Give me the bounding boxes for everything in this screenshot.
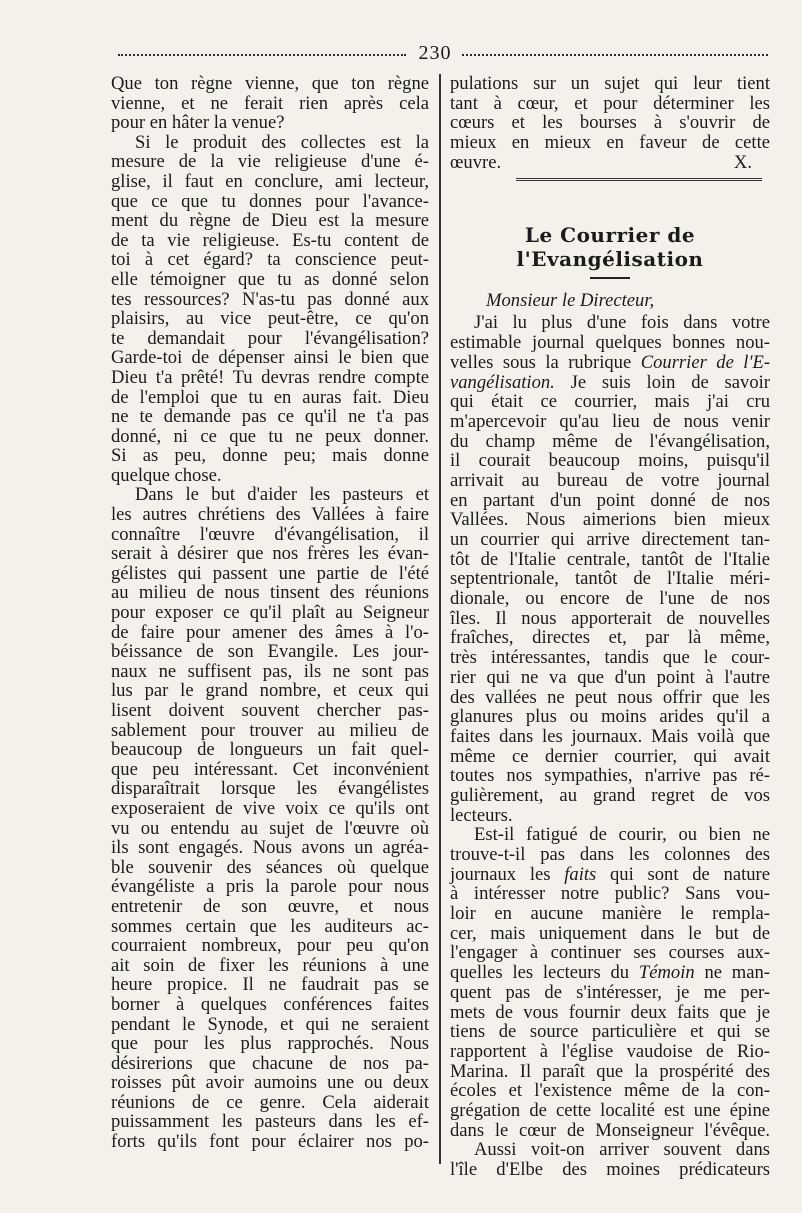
- text-line: [450, 825, 770, 845]
- text-segment: dans le cœur de Monseigneur l'évêque.: [450, 1119, 770, 1141]
- text-line: de ta vie religieuse. Es-tu content de: [111, 229, 429, 251]
- text-segment: gulièrement, au grand regret de vos: [450, 784, 770, 806]
- text-line: [450, 766, 770, 786]
- text-line: [450, 589, 770, 609]
- italic-text: vangélisation.: [450, 371, 555, 393]
- text-segment: rier qui ne va que d'un point à l'autre: [450, 666, 770, 688]
- text-line: Si le produit des collectes est la: [135, 131, 429, 153]
- text-line: [450, 1101, 770, 1121]
- article-signature: X.: [733, 151, 752, 173]
- text-line: disparaîtrait lorsque les évangélistes: [111, 778, 429, 800]
- text-segment: il courait beaucoup moins, puisqu'il: [450, 450, 770, 472]
- text-line: tes ressources? N'as-tu pas donné aux: [111, 288, 429, 310]
- text-line: [450, 510, 770, 530]
- text-line: naux ne suffisent pas, ils ne sont pas: [111, 660, 429, 682]
- text-line: vienne, et ne ferait rien après cela: [111, 92, 429, 114]
- text-line: ne te demande pas ce qu'il ne t'a pas: [111, 406, 429, 428]
- header-rule-right: [462, 54, 768, 56]
- italic-text: Courrier de l'E-: [640, 351, 770, 373]
- text-line: [450, 688, 770, 708]
- text-segment: en partant d'un point donné de nos: [450, 489, 770, 511]
- text-line: ils sont engagés. Nous avons un agréa-: [111, 837, 429, 859]
- letter-body: [450, 313, 770, 1179]
- italic-text: faits: [564, 863, 597, 885]
- text-line: [450, 353, 770, 373]
- text-segment: faites dans les journaux. Mais voilà que: [450, 725, 770, 747]
- text-line: Dieu t'a prêté! Tu devras rendre compte: [111, 366, 429, 388]
- text-segment: l'île d'Elbe des moines prédicateurs: [450, 1159, 770, 1180]
- text-line: [450, 884, 770, 904]
- text-line: [450, 1121, 770, 1141]
- continuation-text: [450, 74, 770, 153]
- text-segment: journaux les: [450, 863, 565, 885]
- text-line: [450, 786, 770, 806]
- text-segment: loir en aucune manière le rempla-: [450, 903, 770, 925]
- text-segment: très intéressantes, tandis que le cour-: [450, 647, 770, 669]
- text-segment: velles sous la rubrique: [450, 351, 641, 373]
- text-segment: ne man-: [694, 962, 770, 984]
- text-segment: Je suis loin de savoir: [554, 371, 770, 393]
- text-segment: même ce dernier courrier, qui avait: [450, 745, 770, 767]
- title-rule: [590, 277, 630, 279]
- text-line: de faire pour amener des âmes à l'o-: [111, 621, 429, 643]
- text-line: plaisirs, au vice peut-être, ce qu'on: [111, 308, 429, 330]
- text-line: [450, 392, 770, 412]
- text-segment: grégation de cette localité est une épine: [450, 1099, 770, 1121]
- text-line: [450, 313, 770, 333]
- text-line: heure propice. Il ne faudrait pas se: [111, 974, 429, 996]
- text-line: [450, 943, 770, 963]
- salutation: Monsieur le Directeur,: [486, 290, 655, 312]
- text-segment: m'apercevoir qu'au lieu de nous venir: [450, 410, 770, 432]
- text-line: [450, 628, 770, 648]
- text-line: beaucoup de longueurs un fait quel-: [111, 739, 429, 761]
- text-segment: trouve-t-il pas dans les colonnes des: [450, 844, 770, 865]
- text-line: sommes certain que les auditeurs ac-: [111, 915, 429, 937]
- text-line: [450, 1062, 770, 1082]
- closing-word: œuvre.: [450, 151, 502, 173]
- section-title: Le Courrier de l'Evangélisation: [516, 223, 704, 272]
- text-line: [450, 491, 770, 511]
- text-line: [450, 1042, 770, 1062]
- text-line: [450, 983, 770, 1003]
- closing-line: [450, 153, 770, 173]
- text-segment: qui sont de nature: [596, 863, 770, 885]
- text-line: [450, 451, 770, 471]
- text-segment: un courrier qui arrive directement tan-: [450, 529, 770, 550]
- text-segment: Aussi voit-on arriver souvent dans: [474, 1139, 770, 1161]
- text-line: désirerions que chacune de nos pa-: [111, 1052, 429, 1074]
- text-line: te demandait pour l'évangélisation?: [111, 327, 429, 349]
- text-line: [450, 530, 770, 550]
- text-line: forts qu'ils font pour éclairer nos po-: [111, 1131, 429, 1153]
- text-line: entretenir de son œuvre, et nous: [111, 895, 429, 917]
- text-line: pour en hâter la venue?: [111, 112, 285, 134]
- text-line: [450, 707, 770, 727]
- text-line: quelque chose.: [111, 464, 222, 486]
- text-line: évangéliste a pris la parole pour nous: [111, 876, 429, 898]
- text-segment: du champ même de l'évangélisation,: [450, 430, 770, 452]
- text-line: [450, 727, 770, 747]
- text-line: Que ton règne vienne, que ton règne: [111, 73, 429, 94]
- text-line: pulations sur un sujet qui leur tient: [450, 73, 770, 94]
- text-line: roisses pût avoir aumoins une ou deux: [111, 1072, 429, 1094]
- text-line: au milieu de nous tinsent des réunions: [111, 582, 429, 604]
- text-segment: mets de vous fournir deux faits que je: [450, 1001, 770, 1023]
- text-segment: rapportent à l'église vaudoise de Rio-: [450, 1040, 770, 1062]
- text-segment: lecteurs.: [450, 804, 513, 826]
- text-line: [450, 648, 770, 668]
- text-line: lisent doivent souvent chercher pas-: [111, 700, 429, 721]
- text-segment: écoles et l'existence même de la con-: [450, 1080, 770, 1102]
- text-line: Dans le but d'aider les pasteurs et: [135, 484, 429, 506]
- text-line: [450, 668, 770, 688]
- text-segment: îles. Il nous apporterait de nouvelles: [450, 607, 770, 629]
- right-column: [450, 74, 770, 1180]
- text-line: gélistes qui passent une partie de l'été: [111, 562, 429, 584]
- column-divider: [439, 74, 441, 1164]
- text-line: courraient nombreux, pour peu qu'on: [111, 935, 429, 957]
- text-segment: qui était ce courrier, mais j'ai cru: [450, 391, 770, 413]
- text-line: [450, 806, 770, 826]
- text-line: [450, 924, 770, 944]
- text-line: sablement pour trouver au milieu de: [111, 719, 429, 741]
- text-line: glise, il faut en conclure, ami lecteur,: [111, 170, 429, 192]
- text-line: ble souvenir des séances où quelque: [111, 856, 429, 878]
- page-number: 230: [418, 42, 452, 64]
- text-line: ait soin de fixer les réunions à une: [111, 954, 429, 976]
- text-line: [450, 412, 770, 432]
- text-segment: cer, mais uniquement dans le but de: [450, 922, 770, 944]
- text-line: Si as peu, donne peu; mais donne: [111, 445, 429, 467]
- text-segment: quelles les lecteurs du: [450, 962, 639, 984]
- text-line: [450, 471, 770, 491]
- text-line: [450, 609, 770, 629]
- text-line: toi à cet égard? ta conscience peut-: [111, 249, 429, 271]
- text-segment: des vallées ne peut nous offrir que les: [450, 686, 770, 708]
- text-line: tant à cœur, et pour déterminer les: [450, 92, 770, 114]
- text-segment: tôt de l'Italie centrale, tantôt de l'Italie: [450, 548, 770, 570]
- header-rule-left: [118, 54, 406, 56]
- text-line: béissance de son Evangile. Les jour-: [111, 641, 429, 663]
- text-line: cœurs et les bourses à s'ouvrir de: [450, 112, 770, 134]
- text-segment: à intéresser notre public? Sans vou-: [450, 883, 770, 905]
- text-segment: estimable journal quelques bonnes nou-: [450, 332, 770, 354]
- text-line: elle témoigner que tu as donné selon: [111, 268, 429, 290]
- text-line: [450, 865, 770, 885]
- left-column: [111, 74, 429, 1152]
- text-line: mesure de la vie religieuse d'une é-: [111, 151, 429, 173]
- text-line: [450, 1022, 770, 1042]
- text-line: [450, 1160, 770, 1180]
- text-line: [450, 1003, 770, 1023]
- text-line: [450, 845, 770, 865]
- text-line: vu ou entendu au sujet de l'œuvre où: [111, 817, 429, 839]
- text-segment: dionale, ou encore de l'une de nos: [450, 588, 770, 610]
- text-line: que pour les plus rapprochés. Nous: [111, 1033, 429, 1055]
- text-line: lus par le grand nombre, et ceux qui: [111, 680, 429, 702]
- text-line: [450, 1140, 770, 1160]
- text-line: Garde-toi de dépenser ainsi le bien que: [111, 347, 429, 369]
- page-header: [118, 42, 768, 68]
- text-line: [450, 373, 770, 393]
- text-segment: Marina. Il paraît que la prospérité des: [450, 1060, 770, 1082]
- text-line: ment du règne de Dieu est la mesure: [111, 210, 429, 232]
- text-segment: septentrionale, tantôt de l'Italie méri-: [450, 568, 770, 590]
- text-segment: toutes nos sympathies, n'arrive pas ré-: [450, 765, 770, 787]
- text-line: pendant le Synode, et qui ne seraient: [111, 1013, 429, 1035]
- text-segment: l'engager à continuer ses courses aux-: [450, 942, 770, 964]
- text-line: donné, ni ce que tu ne peux donner.: [111, 425, 429, 447]
- text-line: pour exposer ce qu'il plaît au Seigneur: [111, 602, 429, 624]
- text-line: [450, 333, 770, 353]
- article-separator: [516, 178, 762, 181]
- text-line: que peu intéressant. Cet inconvénient: [111, 758, 429, 780]
- text-line: exposeraient de vive voix ce qu'ils ont: [111, 797, 429, 819]
- text-line: de l'emploi que tu en auras fait. Dieu: [111, 386, 429, 408]
- text-line: réunions de ce genre. Cela aiderait: [111, 1091, 429, 1113]
- text-line: borner à quelques conférences faites: [111, 993, 429, 1015]
- text-line: [450, 432, 770, 452]
- text-line: les autres chrétiens des Vallées à faire: [111, 504, 429, 526]
- text-segment: glanures plus ou moins arides qu'il a: [450, 706, 770, 728]
- text-line: [450, 569, 770, 589]
- text-segment: Vallées. Nous aimerions bien mieux: [450, 509, 770, 531]
- text-line: [450, 747, 770, 767]
- text-line: [450, 904, 770, 924]
- text-line: [450, 963, 770, 983]
- text-segment: Est-il fatigué de courir, ou bien ne: [474, 824, 770, 846]
- text-line: connaître l'œuvre d'évangélisation, il: [111, 523, 429, 545]
- text-segment: arrivait au bureau de votre journal: [450, 469, 770, 491]
- text-segment: tiens de source particulière et qui se: [450, 1021, 770, 1043]
- text-line: mieux en mieux en faveur de cette: [450, 132, 770, 154]
- text-line: [450, 550, 770, 570]
- text-segment: J'ai lu plus d'une fois dans votre: [474, 312, 770, 334]
- text-segment: quent pas de s'intéresser, je me per-: [450, 981, 770, 1003]
- italic-text: Témoin: [638, 962, 695, 984]
- text-segment: fraîches, directes et, par là même,: [450, 627, 770, 649]
- text-line: [450, 1081, 770, 1101]
- text-line: serait à désirer que nos frères les évan-: [111, 543, 429, 565]
- text-line: puissamment les pasteurs dans les ef-: [111, 1111, 429, 1133]
- text-line: que ce que tu donnes pour l'avance-: [111, 190, 429, 212]
